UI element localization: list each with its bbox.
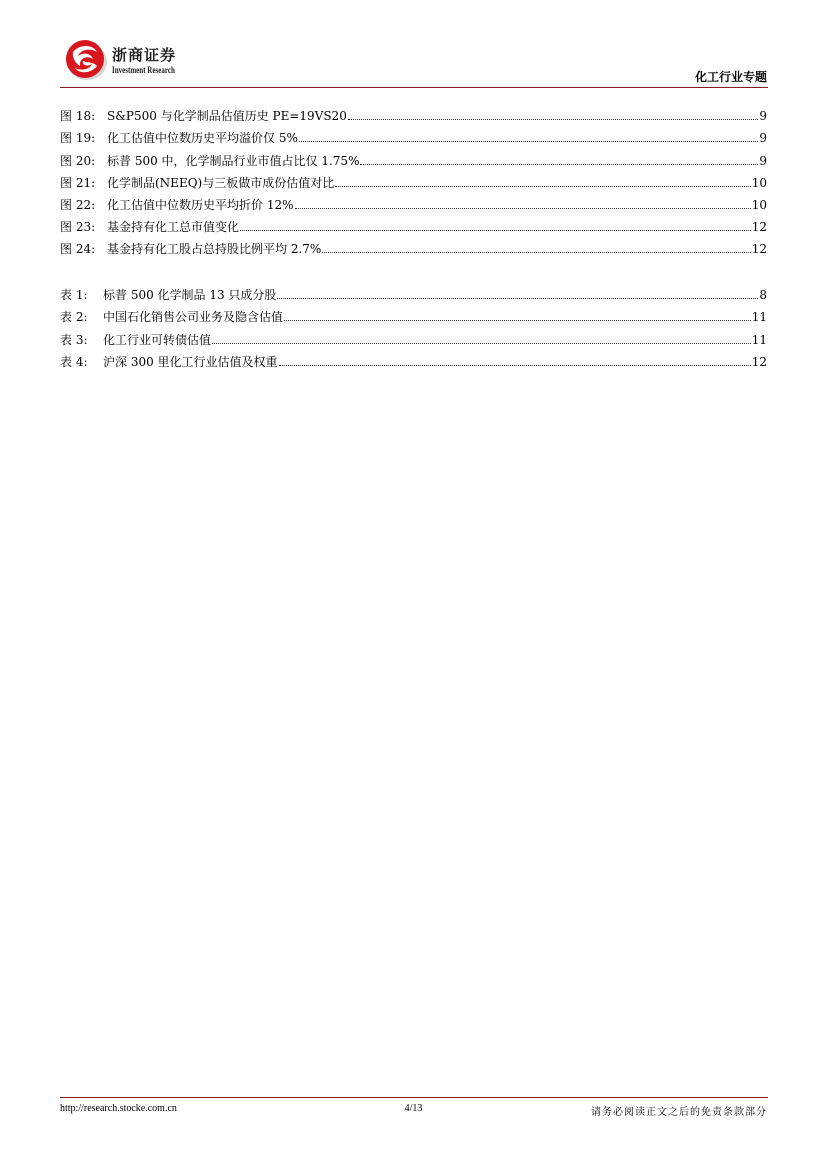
report-section-title: 化工行业专题 [694, 70, 767, 84]
brand-tagline: Investment Research [112, 65, 175, 75]
toc-entry-title: 中国石化销售公司业务及隐含估值 [103, 310, 284, 325]
dot-leader [360, 164, 758, 165]
toc-entry-title: 化工行业可转债估值 [103, 332, 212, 347]
header-divider [60, 87, 768, 88]
table-list [60, 280, 767, 369]
toc-entry-table-3[interactable] [60, 324, 767, 346]
dot-leader [212, 343, 751, 344]
toc-entry-label: 图 23: [60, 220, 96, 235]
toc-entry-title: 化学制品(NEEQ)与三板做市成份估值对比 [107, 175, 335, 190]
toc-entry-figure-24[interactable] [60, 234, 767, 256]
footer-website-link[interactable]: http://research.stocke.com.cn [60, 1103, 177, 1114]
page-number: 4/13 [404, 1103, 423, 1114]
dot-leader [284, 320, 751, 321]
dot-leader [277, 298, 758, 299]
toc-entry-page: 8 [759, 288, 767, 303]
dot-leader [299, 141, 759, 142]
toc-entry-page: 9 [759, 109, 767, 124]
toc-entry-figure-19[interactable] [60, 123, 767, 145]
dot-leader [322, 252, 750, 253]
toc-entry-label: 图 22: [60, 197, 96, 212]
toc-entry-title: 标普 500 化学制品 13 只成分股 [103, 288, 277, 303]
toc-entry-label: 表 4: [60, 354, 88, 369]
dot-leader [240, 230, 751, 231]
toc-entry-label: 图 19: [60, 131, 96, 146]
dot-leader [335, 186, 750, 187]
toc-entry-page: 12 [751, 220, 767, 235]
toc-entry-label: 图 18: [60, 109, 96, 124]
brand-name: 浙商证券 [112, 46, 177, 64]
toc-entry-page: 10 [751, 175, 767, 190]
dot-leader [295, 208, 751, 209]
toc-entry-figure-18[interactable] [60, 101, 767, 123]
toc-entry-title: 化工估值中位数历史平均折价 12% [107, 197, 294, 212]
toc-entry-table-4[interactable] [60, 347, 767, 369]
toc-entry-figure-23[interactable] [60, 212, 767, 234]
toc-entry-page: 9 [759, 131, 767, 146]
toc-entry-figure-20[interactable] [60, 145, 767, 167]
toc-entry-table-1[interactable] [60, 280, 767, 302]
dot-leader [279, 365, 751, 366]
toc-entry-label: 表 3: [60, 332, 88, 347]
toc-entry-title: 基金持有化工股占总持股比例平均 2.7% [107, 242, 322, 257]
toc-entry-figure-22[interactable] [60, 190, 767, 212]
toc-entry-label: 图 21: [60, 175, 96, 190]
toc-entry-title: S&P500 与化学制品估值历史 PE=19VS20 [107, 109, 347, 124]
toc-entry-title: 基金持有化工总市值变化 [107, 220, 240, 235]
toc-entry-title: 标普 500 中，化学制品行业市值占比仅 1.75% [107, 153, 360, 168]
footer-divider [60, 1097, 768, 1098]
footer-disclaimer: 请务必阅读正文之后的免责条款部分 [591, 1107, 767, 1118]
toc-entry-label: 图 24: [60, 242, 96, 257]
toc-entry-figure-21[interactable] [60, 168, 767, 190]
toc-entry-page: 11 [751, 310, 767, 325]
toc-entry-page: 12 [751, 354, 767, 369]
toc-entry-title: 沪深 300 里化工行业估值及权重 [103, 354, 278, 369]
toc-entry-label: 表 2: [60, 310, 88, 325]
toc-entry-table-2[interactable] [60, 302, 767, 324]
toc-entry-page: 12 [751, 242, 767, 257]
toc-entry-page: 11 [751, 332, 767, 347]
toc-entry-page: 9 [759, 153, 767, 168]
zheshang-securities-logo-icon [63, 36, 109, 82]
toc-entry-label: 表 1: [60, 288, 88, 303]
toc-entry-page: 10 [751, 197, 767, 212]
dot-leader [348, 119, 759, 120]
figure-list [60, 101, 767, 256]
toc-entry-title: 化工估值中位数历史平均溢价仅 5% [107, 131, 298, 146]
toc-entry-label: 图 20: [60, 153, 96, 168]
